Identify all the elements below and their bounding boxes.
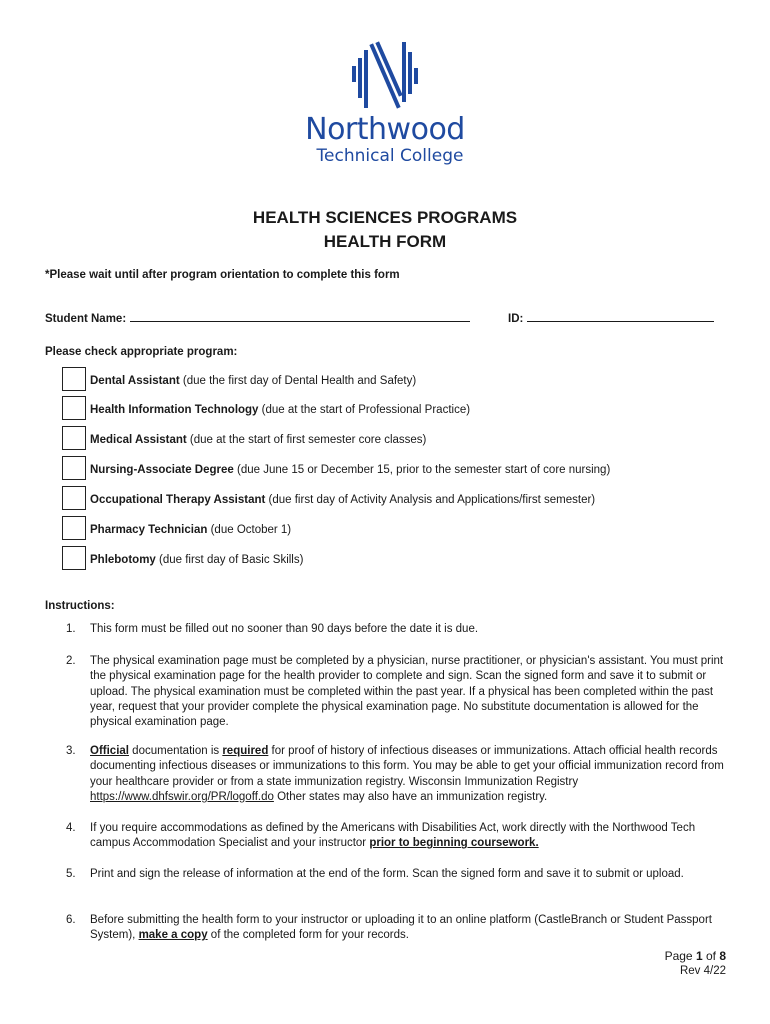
id-line[interactable] <box>527 310 714 322</box>
checkbox[interactable] <box>62 516 86 540</box>
program-detail: (due the first day of Dental Health and Safety) <box>179 375 417 387</box>
required-emphasis: required <box>222 745 269 757</box>
logo-name: Northwood <box>305 112 465 147</box>
item-text: This form must be filled out no sooner than 90 days before the date it is due. <box>90 623 479 635</box>
instruction-item <box>66 821 730 852</box>
text-run: for proof of history of infectious diseases or immunizations. Attach official health records documenting infectious diseases or immunizations to this form. You may be able to get your official immunization record from your healthcare provider or from a state immunization registry. Wisconsin Immunization Registry <box>90 745 724 788</box>
revision-label: Rev 4/22 <box>679 965 726 977</box>
item-number: 6. <box>66 914 76 926</box>
student-name-label: Student Name: <box>45 313 127 325</box>
of-label: of <box>702 949 720 963</box>
program-name: Dental Assistant <box>90 375 180 387</box>
program-name: Nursing-Associate Degree <box>90 464 234 476</box>
page-label: Page <box>664 949 696 963</box>
program-name: Occupational Therapy Assistant <box>90 494 266 506</box>
page-subtitle: HEALTH FORM <box>323 232 447 251</box>
item-text <box>90 744 730 805</box>
program-name: Pharmacy Technician <box>90 524 208 536</box>
program-detail: (due at the start of first semester core classes) <box>186 434 427 446</box>
coursework-emphasis: prior to beginning coursework. <box>369 837 539 850</box>
checkbox[interactable] <box>62 456 86 480</box>
checkbox[interactable] <box>62 486 86 510</box>
checkbox[interactable] <box>62 426 86 450</box>
page-current: 1 <box>695 949 703 963</box>
item-number: 2. <box>66 655 76 667</box>
page-title: HEALTH SCIENCES PROGRAMS <box>252 208 518 227</box>
program-detail: (due October 1) <box>207 524 292 536</box>
instruction-item <box>66 913 730 944</box>
program-detail: (due June 15 or December 15, prior to the semester start of core nursing) <box>233 464 611 476</box>
checkbox[interactable] <box>62 546 86 570</box>
text-run: of the completed form for your records. <box>207 929 409 942</box>
page-total: 8 <box>719 949 726 963</box>
instruction-item <box>66 654 730 730</box>
student-name-field[interactable] <box>45 310 470 325</box>
program-detail: (due at the start of Professional Practice) <box>258 404 471 416</box>
id-field[interactable] <box>508 310 714 325</box>
registry-link[interactable]: https://www.dhfswir.org/PR/logoff.do <box>90 790 274 803</box>
text-run: Other states may also have an immunization registry. <box>273 790 548 803</box>
college-logo <box>0 40 770 166</box>
copy-emphasis: make a copy <box>138 929 208 942</box>
instruction-item <box>66 867 730 882</box>
text-run: If you require accommodations as defined by the Americans with Disabilities Act, work directly with the Northwood Tech campus Accommodation Specialist and your instructor <box>90 822 696 850</box>
item-number: 3. <box>66 745 76 757</box>
instruction-item <box>66 622 730 637</box>
id-label: ID: <box>508 313 524 325</box>
item-number: 5. <box>66 868 76 880</box>
program-name: Health Information Technology <box>90 404 259 416</box>
instructions-heading: Instructions: <box>45 600 115 612</box>
item-number: 4. <box>66 822 76 834</box>
text-run: Before submitting the health form to your instructor or uploading it to an online platform (CastleBranch or Student Passport System), <box>90 914 712 942</box>
item-text <box>90 913 730 944</box>
program-name: Medical Assistant <box>90 434 187 446</box>
text-run: documentation is <box>128 745 223 757</box>
student-name-line[interactable] <box>130 310 470 322</box>
program-heading: Please check appropriate program: <box>45 346 238 358</box>
item-text <box>90 821 730 852</box>
item-text: The physical examination page must be completed by a physician, nurse practitioner, or physician's assistant. You must print the physical examination page for the health provider to complete and sign. Scan the signed form and save it to submit or upload. The physical examination must be completed within the past year. If a physical has been completed within the past year, request that your provider complete the physical examination page. No substitute documentation is allowed for the physical examination page. <box>90 655 724 729</box>
item-number: 1. <box>66 623 76 635</box>
logo-subtitle: Technical College <box>316 146 464 166</box>
page-number <box>665 949 726 963</box>
item-text: Print and sign the release of information at the end of the form. Scan the signed form and save it to submit or upload. <box>90 868 684 880</box>
program-detail: (due first day of Activity Analysis and Applications/first semester) <box>265 494 596 506</box>
orientation-note: *Please wait until after program orientation to complete this form <box>45 269 400 281</box>
instruction-item <box>66 744 730 805</box>
official-emphasis: Official <box>90 745 129 757</box>
n-lines-logo-icon <box>350 40 420 112</box>
program-name: Phlebotomy <box>90 554 156 566</box>
program-detail: (due first day of Basic Skills) <box>155 554 304 566</box>
checkbox[interactable] <box>62 396 86 420</box>
checkbox[interactable] <box>62 367 86 391</box>
